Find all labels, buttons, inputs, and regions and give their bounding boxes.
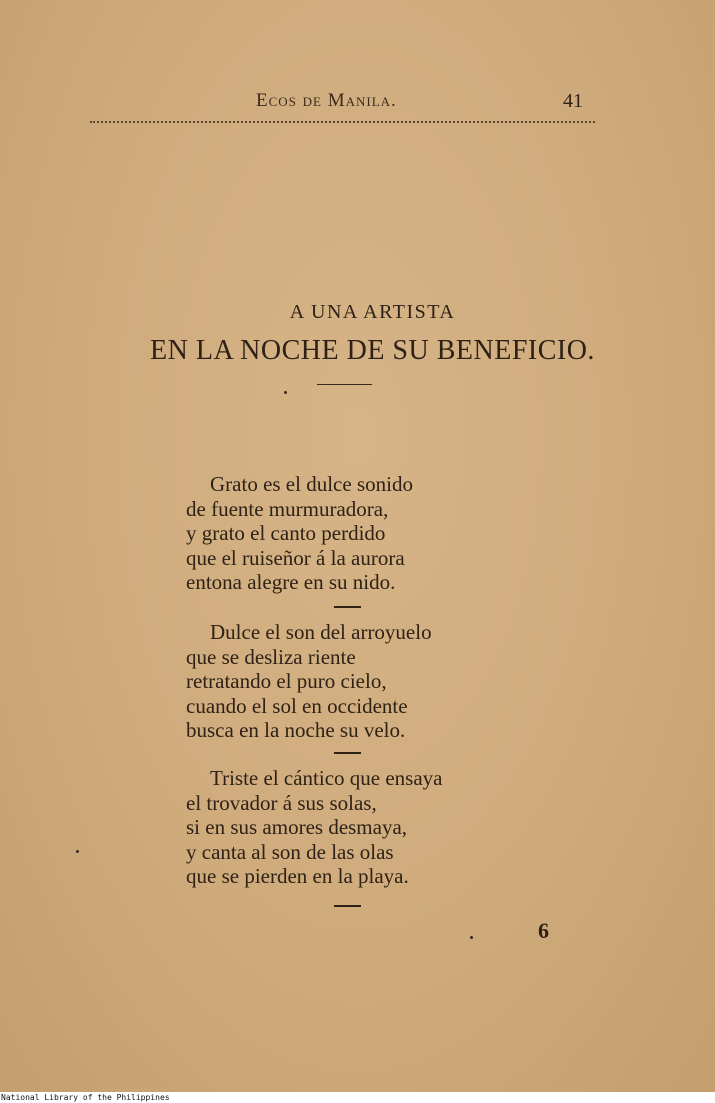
stanza-1 — [186, 472, 546, 595]
title-rule — [317, 384, 372, 385]
running-head — [0, 90, 715, 114]
stanza-divider — [334, 606, 361, 608]
ink-speck — [470, 936, 473, 939]
stanza-divider — [334, 905, 361, 907]
footer-strip — [0, 1092, 715, 1103]
verse-line: que se desliza riente — [186, 644, 356, 669]
verse-line: si en sus amores desmaya, — [186, 815, 408, 839]
poem-title-line-2: EN LA NOCHE DE SU BENEFICIO. — [150, 335, 595, 366]
verse-line: que el ruiseñor á la aurora — [186, 545, 405, 570]
verse-line: de fuente murmuradora, — [186, 496, 389, 521]
verse-line: que se pierden en la playa. — [186, 864, 409, 888]
verse-line: y grato el canto perdido — [186, 521, 386, 545]
verse-line: entona alegre en su nido. — [186, 570, 396, 594]
verse-line: busca en la noche su velo. — [186, 718, 406, 742]
ink-speck — [76, 850, 79, 853]
poem-title-line-1: A UNA ARTISTA — [289, 301, 456, 323]
page-number: 41 — [563, 90, 583, 112]
signature-mark: 6 — [538, 918, 549, 943]
verse-line: cuando el sol en occidente — [186, 693, 408, 718]
verse-line: el trovador á sus solas, — [186, 790, 377, 815]
ink-speck — [284, 391, 287, 394]
verse-line: Dulce el son del arroyuelo — [210, 620, 432, 644]
stanza-3 — [186, 766, 546, 889]
running-title: Ecos de Manila. — [256, 90, 397, 111]
verse-line: Grato es el dulce sonido — [210, 472, 413, 496]
verse-line: retratando el puro cielo, — [186, 669, 387, 693]
header-rule — [90, 121, 595, 123]
verse-line: y canta al son de las olas — [186, 839, 394, 864]
footer-credit: National Library of the Philippines — [1, 1093, 170, 1102]
verse-line: Triste el cántico que ensaya — [210, 766, 443, 790]
stanza-2 — [186, 620, 546, 743]
stanza-divider — [334, 752, 361, 754]
